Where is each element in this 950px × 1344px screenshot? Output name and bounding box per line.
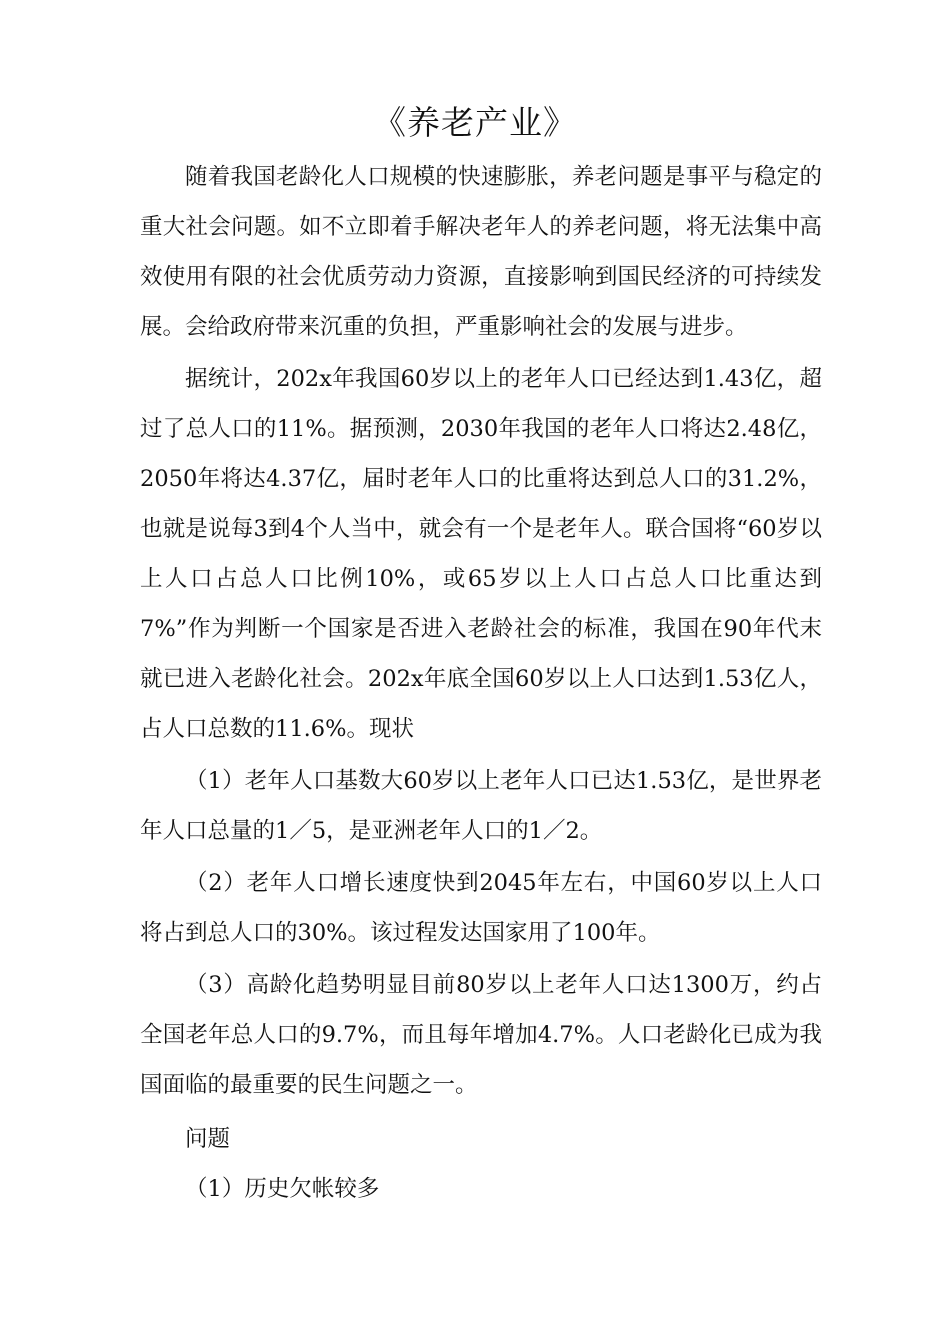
paragraph-status-3: （3）高龄化趋势明显目前80岁以上老年人口达1300万，约占全国老年总人口的9.7%，而且每年增加4.7%。人口老龄化已成为我国面临的最重要的民生问题之一。 bbox=[140, 972, 822, 1098]
paragraph-statistics: 据统计，202x年我国60岁以上的老年人口已经达到1.43亿，超过了总人口的11%。据预测，2030年我国的老年人口将达2.48亿，2050年将达4.37亿，届时老年人口的比重将达到总人口的31.2%，也就是说每3到4个人当中，就会有一个是老年人。联合国将“60岁以上人口占总人口比例10%，或65岁以上人口占总人口比重达到7%”作为判断一个国家是否进入老龄社会的标准，我国在90年代末就已进入老龄化社会。202x年底全国60岁以上人口达到1.53亿人，占人口总数的11.6%。现状 bbox=[140, 366, 822, 742]
section-heading-problems: 问题 bbox=[185, 1126, 231, 1152]
paragraph-status-1: （1）老年人口基数大60岁以上老年人口已达1.53亿，是世界老年人口总量的1／5，是亚洲老年人口的1／2。 bbox=[140, 768, 822, 844]
document-body bbox=[140, 152, 822, 1214]
document-title: 《养老产业》 bbox=[373, 103, 577, 142]
paragraph-status-2: （2）老年人口增长速度快到2045年左右，中国60岁以上人口将占到总人口的30%。该过程发达国家用了100年。 bbox=[140, 870, 822, 946]
paragraph-intro: 随着我国老龄化人口规模的快速膨胀，养老问题是事平与稳定的重大社会问题。如不立即着手解决老年人的养老问题，将无法集中高效使用有限的社会优质劳动力资源，直接影响到国民经济的可持续发展。会给政府带来沉重的负担，严重影响社会的发展与进步。 bbox=[140, 164, 822, 340]
paragraph-problem-1: （1）历史欠帐较多 bbox=[185, 1176, 380, 1202]
